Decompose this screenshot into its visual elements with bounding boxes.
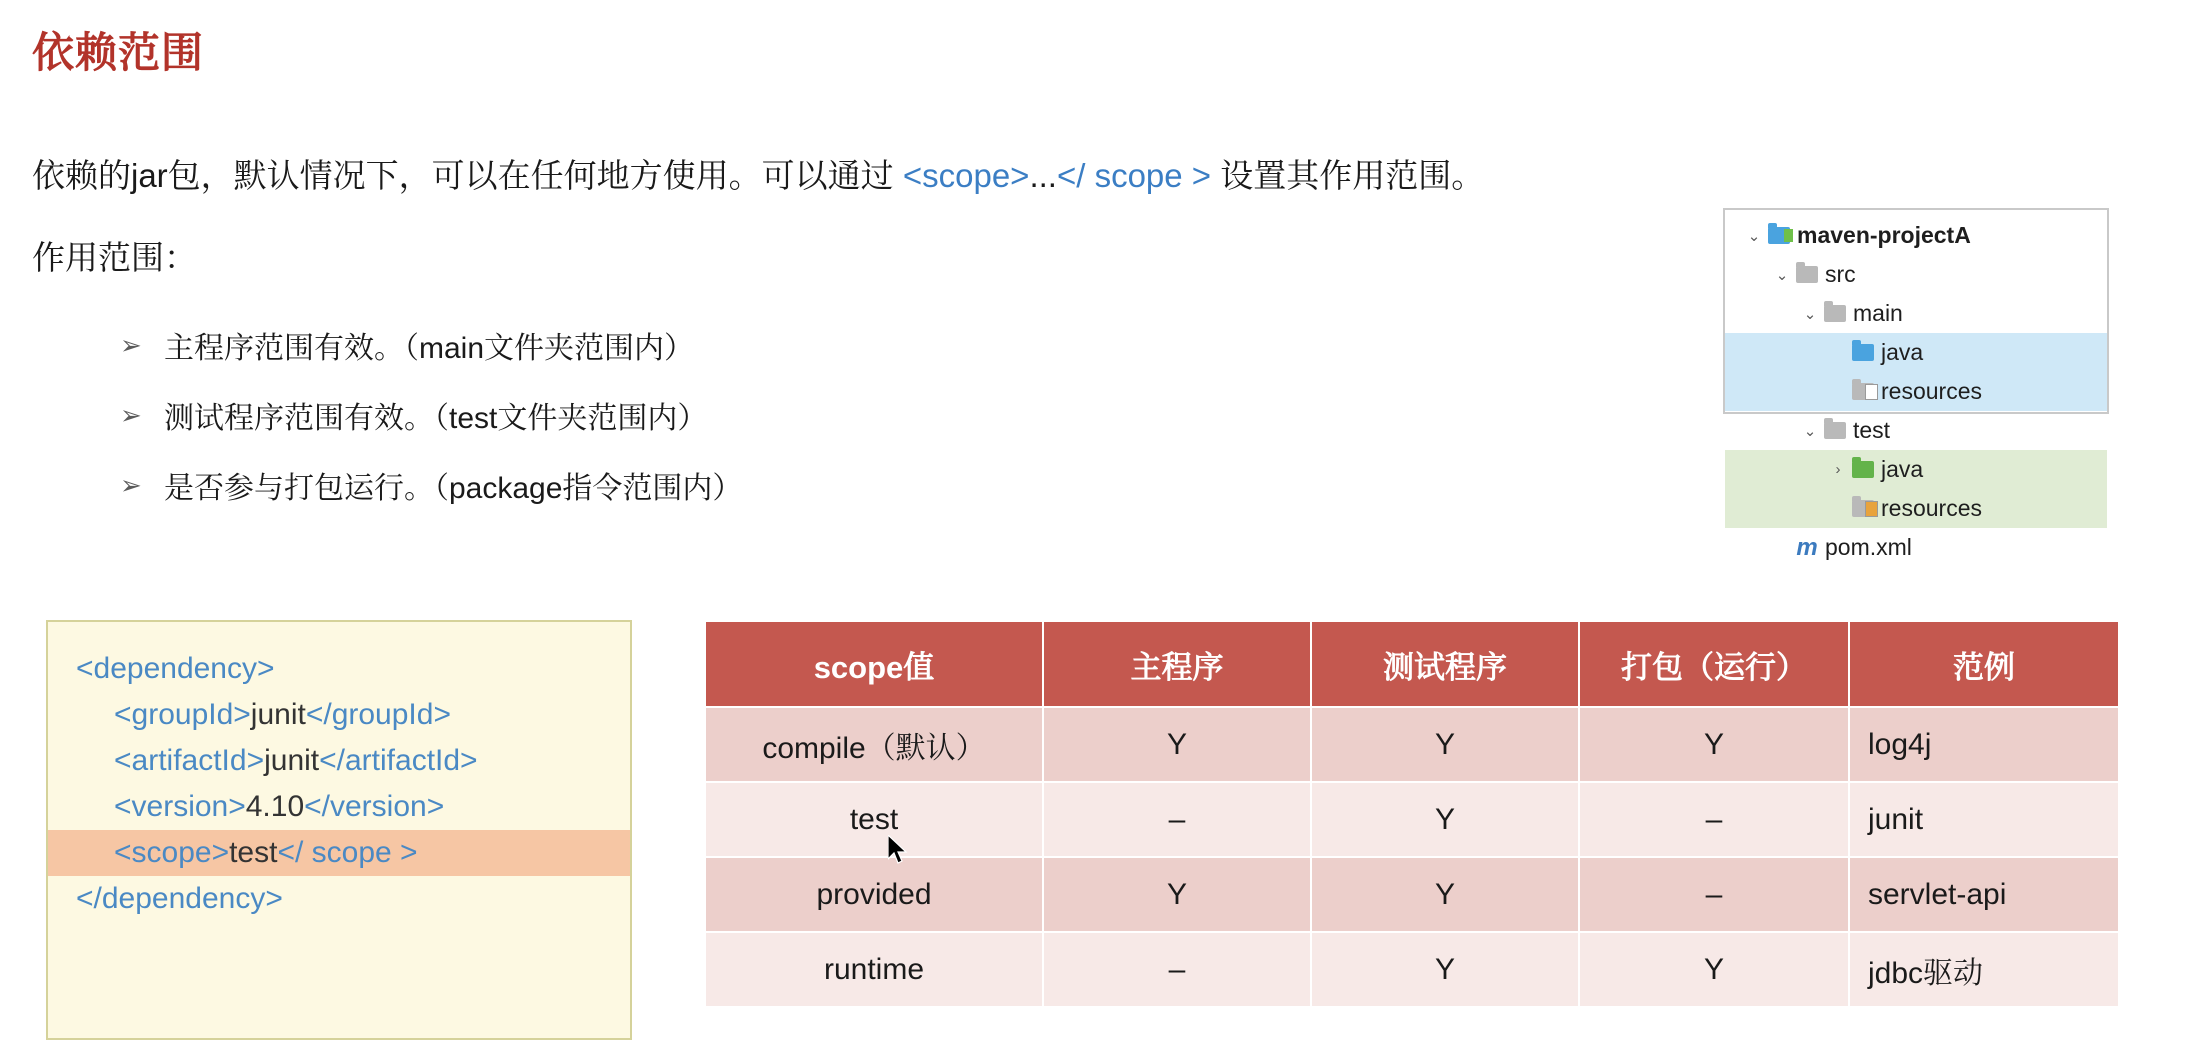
folder-green-icon	[1849, 461, 1877, 478]
cell-package: –	[1579, 857, 1849, 932]
page-title: 依赖范围	[32, 29, 205, 76]
column-header-scope: scope值	[705, 621, 1043, 707]
resources-icon	[1849, 383, 1877, 400]
table-row	[705, 707, 2119, 782]
chevron-down-icon[interactable]: ⌄	[1803, 305, 1817, 323]
code-token: </groupId>	[305, 698, 451, 731]
scope-table	[704, 620, 2120, 1008]
tree-item-main-resources[interactable]	[1725, 372, 2107, 411]
folder-grey-icon	[1821, 305, 1849, 322]
tree-item-maven-projectA[interactable]	[1725, 216, 2107, 255]
code-token: <groupId>	[114, 698, 251, 731]
scope-bullet-list	[120, 310, 742, 520]
cell-test: Y	[1311, 932, 1579, 1007]
tree-item-main-java[interactable]	[1725, 333, 2107, 372]
tree-item-label: java	[1881, 456, 1924, 482]
intro-text-a: 依赖的jar包，默认情况下，可以在任何地方使用。可以通过	[32, 157, 903, 194]
tree-item-main[interactable]	[1725, 294, 2107, 333]
list-item-label: 测试程序范围有效。（test文件夹范围内）	[164, 402, 708, 435]
intro-text-b: 设置其作用范围。	[1211, 157, 1485, 194]
chevron-down-icon[interactable]: ⌄	[1775, 266, 1789, 284]
chevron-down-icon[interactable]: ⌄	[1747, 227, 1761, 245]
code-token: <artifactId>	[114, 744, 265, 777]
code-line-highlighted	[48, 830, 630, 876]
column-header-example: 范例	[1849, 621, 2119, 707]
folder-blue-icon	[1849, 344, 1877, 361]
tree-item-test[interactable]	[1725, 411, 2107, 450]
cell-test: Y	[1311, 707, 1579, 782]
bullet-marker-icon: ➢	[120, 329, 142, 360]
cell-scope: runtime	[705, 932, 1043, 1007]
code-token: junit	[250, 698, 306, 731]
table-row	[705, 857, 2119, 932]
code-token: <version>	[114, 790, 246, 823]
bullet-marker-icon: ➢	[120, 469, 142, 500]
folder-grey-icon	[1793, 266, 1821, 283]
cell-main: Y	[1043, 857, 1311, 932]
tree-item-label: src	[1825, 261, 1856, 287]
xml-code-snippet	[46, 620, 632, 1040]
cell-example: log4j	[1849, 707, 2119, 782]
tree-item-label: pom.xml	[1825, 534, 1912, 560]
intro-ellipsis: ...	[1029, 157, 1057, 194]
scope-open-tag: <scope>	[902, 157, 1030, 194]
intro-paragraph-1	[32, 150, 1484, 197]
resources-green-icon	[1849, 500, 1877, 517]
cell-main: –	[1043, 782, 1311, 857]
cell-package: Y	[1579, 707, 1849, 782]
tree-item-label: maven-projectA	[1797, 222, 1971, 248]
tree-item-label: test	[1853, 417, 1891, 443]
code-line	[48, 738, 630, 784]
code-line	[48, 876, 630, 922]
list-item	[120, 450, 742, 520]
cell-test: Y	[1311, 782, 1579, 857]
cell-scope: test	[705, 782, 1043, 857]
bullet-marker-icon: ➢	[120, 399, 142, 430]
folder-grey-icon	[1821, 422, 1849, 439]
tree-item-src[interactable]	[1725, 255, 2107, 294]
list-item	[120, 310, 742, 380]
maven-pom-icon: m	[1796, 533, 1818, 561]
cell-scope: compile（默认）	[705, 707, 1043, 782]
cell-package: –	[1579, 782, 1849, 857]
code-token: <dependency>	[76, 652, 275, 685]
column-header-package: 打包（运行）	[1579, 621, 1849, 707]
code-token: </artifactId>	[319, 744, 478, 777]
code-line	[48, 646, 630, 692]
table-row	[705, 782, 2119, 857]
code-token: </ scope >	[277, 836, 418, 869]
scope-close-tag: </ scope >	[1056, 157, 1212, 194]
table-row	[705, 932, 2119, 1007]
code-token: test	[229, 836, 278, 869]
code-line	[48, 692, 630, 738]
code-token: <scope>	[114, 836, 230, 869]
cell-package: Y	[1579, 932, 1849, 1007]
chevron-down-icon[interactable]: ⌄	[1803, 422, 1817, 440]
column-header-test: 测试程序	[1311, 621, 1579, 707]
cell-example: junit	[1849, 782, 2119, 857]
module-icon	[1765, 227, 1793, 244]
tree-item-test-java[interactable]	[1725, 450, 2107, 489]
tree-item-pom-xml[interactable]	[1725, 528, 2107, 567]
list-item-label: 是否参与打包运行。（package指令范围内）	[164, 472, 743, 505]
chevron-right-icon[interactable]: ›	[1835, 461, 1841, 478]
code-token: 4.10	[245, 790, 305, 823]
cell-main: Y	[1043, 707, 1311, 782]
column-header-main: 主程序	[1043, 621, 1311, 707]
intro-paragraph-2: 作用范围：	[32, 239, 197, 276]
code-token: junit	[264, 744, 320, 777]
code-token: </version>	[304, 790, 445, 823]
cell-main: –	[1043, 932, 1311, 1007]
cell-example: servlet-api	[1849, 857, 2119, 932]
project-tree-panel	[1723, 208, 2109, 561]
code-line	[48, 784, 630, 830]
code-token: </dependency>	[76, 882, 283, 915]
tree-item-label: main	[1853, 300, 1903, 326]
tree-item-label: java	[1881, 339, 1924, 365]
tree-item-test-resources[interactable]	[1725, 489, 2107, 528]
list-item	[120, 380, 742, 450]
cell-scope: provided	[705, 857, 1043, 932]
cell-test: Y	[1311, 857, 1579, 932]
tree-item-label: resources	[1881, 495, 1982, 521]
cell-example: jdbc驱动	[1849, 932, 2119, 1007]
tree-item-label: resources	[1881, 378, 1982, 404]
table-header-row	[705, 621, 2119, 707]
list-item-label: 主程序范围有效。（main文件夹范围内）	[164, 332, 695, 365]
